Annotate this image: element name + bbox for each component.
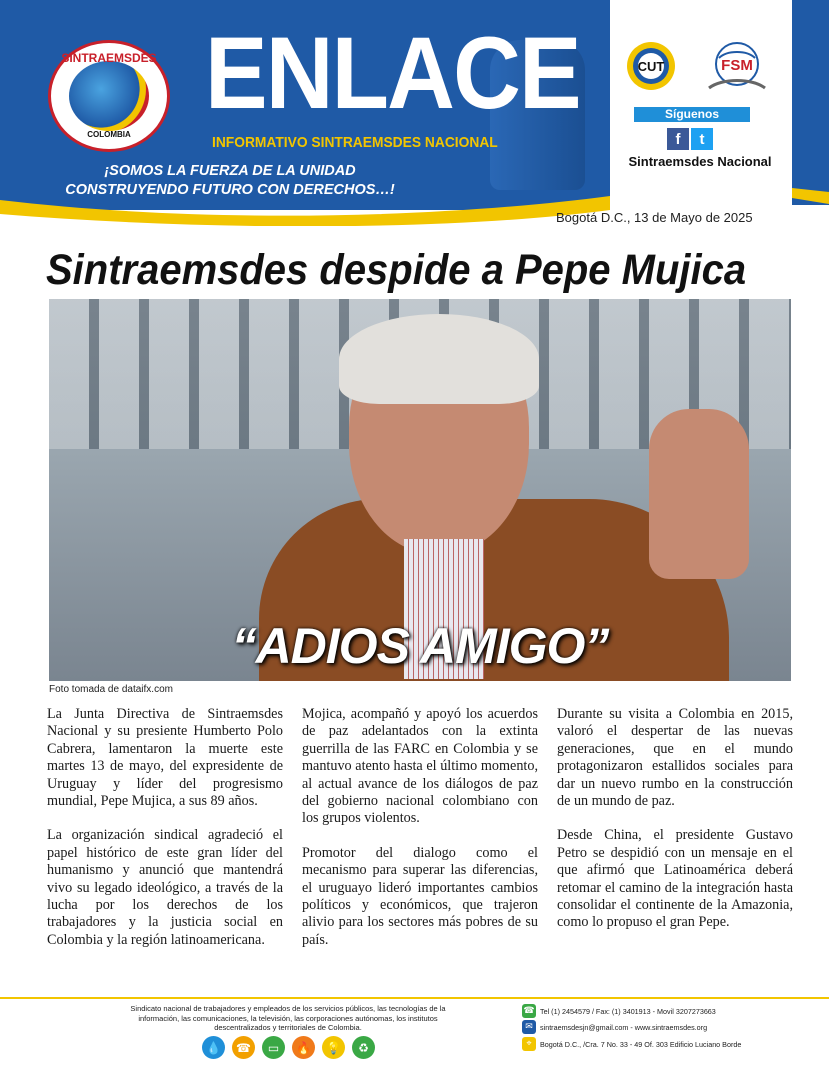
globe-emblem-icon xyxy=(69,61,149,131)
paragraph: Desde China, el presidente Gustavo Petro se despidió con un mensaje en el que afirmó que Latinoamérica deberá retomar el camino de la integración hasta consolidar el continente de la Amazonia, como lo propuso el gran Pepe. xyxy=(557,827,793,931)
paragraph: La organización sindical agradeció el papel histórico de este gran líder del humanismo y anunció que mantendrá vivo su legado ideológico, a través de la lucha por los derechos de los trabajadores y la justicia social en Colombia y la región latinoamericana. xyxy=(47,827,283,948)
header-blue-right-strip xyxy=(792,0,829,205)
article-photo xyxy=(49,299,791,681)
photo-raised-fist xyxy=(649,409,749,579)
masthead-subtitle: INFORMATIVO SINTRAEMSDES NACIONAL xyxy=(212,134,498,151)
recycle-icon: ♻ xyxy=(352,1036,375,1059)
social-links xyxy=(667,128,713,150)
paragraph: La Junta Directiva de Sintraemsdes Nacional y su presiente Humberto Polo Cabrera, lamentaron la muerte este martes 13 de mayo, del expresidente de Uruguay y líder del progresismo mundial, Pepe Mujica, a sus 89 años. xyxy=(47,706,283,810)
contact-email[interactable] xyxy=(522,1020,707,1034)
article-headline: Sintraemsdes despide a Pepe Mujica xyxy=(46,246,747,294)
follow-label: Síguenos xyxy=(634,107,750,122)
bulb-icon: 💡 xyxy=(322,1036,345,1059)
contact-address-text: Bogotá D.C., /Cra. 7 No. 33 - 49 Of. 303 Edificio Luciano Borde xyxy=(540,1039,742,1049)
contact-email-text[interactable]: sintraemsdesjn@gmail.com - www.sintraemsdes.org xyxy=(540,1022,708,1032)
article-column-1 xyxy=(47,706,283,966)
photo-hair xyxy=(339,314,539,404)
paragraph: Promotor del dialogo como el mecanismo para superar las diferencias, el uruguayo lideró importantes cambios políticos y económicos, que trajeron alivio para los sectores más pobres de su país. xyxy=(302,844,538,948)
water-icon: 💧 xyxy=(202,1036,225,1059)
facebook-icon[interactable]: f xyxy=(667,128,689,150)
slogan-line-2: CONSTRUYENDO FUTURO CON DERECHOS…! xyxy=(65,182,395,198)
photo-credit: Foto tomada de dataifx.com xyxy=(49,684,173,695)
twitter-icon[interactable]: t xyxy=(691,128,713,150)
footer-description: Sindicato nacional de trabajadores y empleados de los servicios públicos, las tecnologías de la información, las comunicaciones, la televisión, las corporaciones autónomas, los institutos descentralizados y territoriales de Colombia. xyxy=(130,1004,446,1032)
slogan xyxy=(50,162,410,200)
article-column-2 xyxy=(302,706,538,966)
social-handle: Sintraemsdes Nacional xyxy=(628,154,772,169)
footer-service-icons xyxy=(202,1036,375,1059)
masthead-header xyxy=(0,0,829,230)
contact-phone xyxy=(522,1004,716,1018)
contact-phone-text: Tel (1) 2454579 / Fax: (1) 3401913 - Movil 3207273663 xyxy=(540,1006,716,1016)
article-column-3 xyxy=(557,706,793,949)
phone-icon: ☎ xyxy=(523,1006,535,1016)
fsm-logo-text: FSM xyxy=(721,57,753,74)
masthead-title: ENLACE xyxy=(205,16,580,130)
fsm-logo-icon xyxy=(697,40,777,95)
paragraph: Durante su visita a Colombia en 2015, valoró el despertar de las nuevas generaciones, que en el mundo protagonizaron estallidos sociales para dar un nuevo rumbo en la construcción de un mundo de paz. xyxy=(557,706,793,810)
logo-bottom-text: COLOMBIA xyxy=(87,130,131,139)
fire-icon: 🔥 xyxy=(292,1036,315,1059)
slogan-line-1: ¡SOMOS LA FUERZA DE LA UNIDAD xyxy=(104,163,356,179)
logo-top-text: SINTRAEMSDES xyxy=(61,51,157,65)
email-icon: ✉ xyxy=(522,1020,536,1034)
cut-logo-text: CUT xyxy=(637,59,665,74)
photo-caption: “ADIOS AMIGO” xyxy=(231,618,609,674)
cut-logo-icon xyxy=(613,40,689,92)
location-pin-icon: ⌖ xyxy=(522,1037,536,1051)
contact-address xyxy=(522,1037,741,1051)
footer-divider xyxy=(0,997,829,999)
paragraph: Mojica, acompañó y apoyó los acuerdos de paz adelantados con la extinta guerrilla de las FARC en Colombia y se mantuvo atento hasta el último momento, al actual avance de los diálogos de paz del gobierno nacional colombiano con los grupos violentos. xyxy=(302,706,538,827)
tv-icon: ▭ xyxy=(262,1036,285,1059)
phone-icon: ☎ xyxy=(232,1036,255,1059)
article-date: Bogotá D.C., 13 de Mayo de 2025 xyxy=(556,210,753,225)
sintraemsdes-logo xyxy=(48,40,170,152)
